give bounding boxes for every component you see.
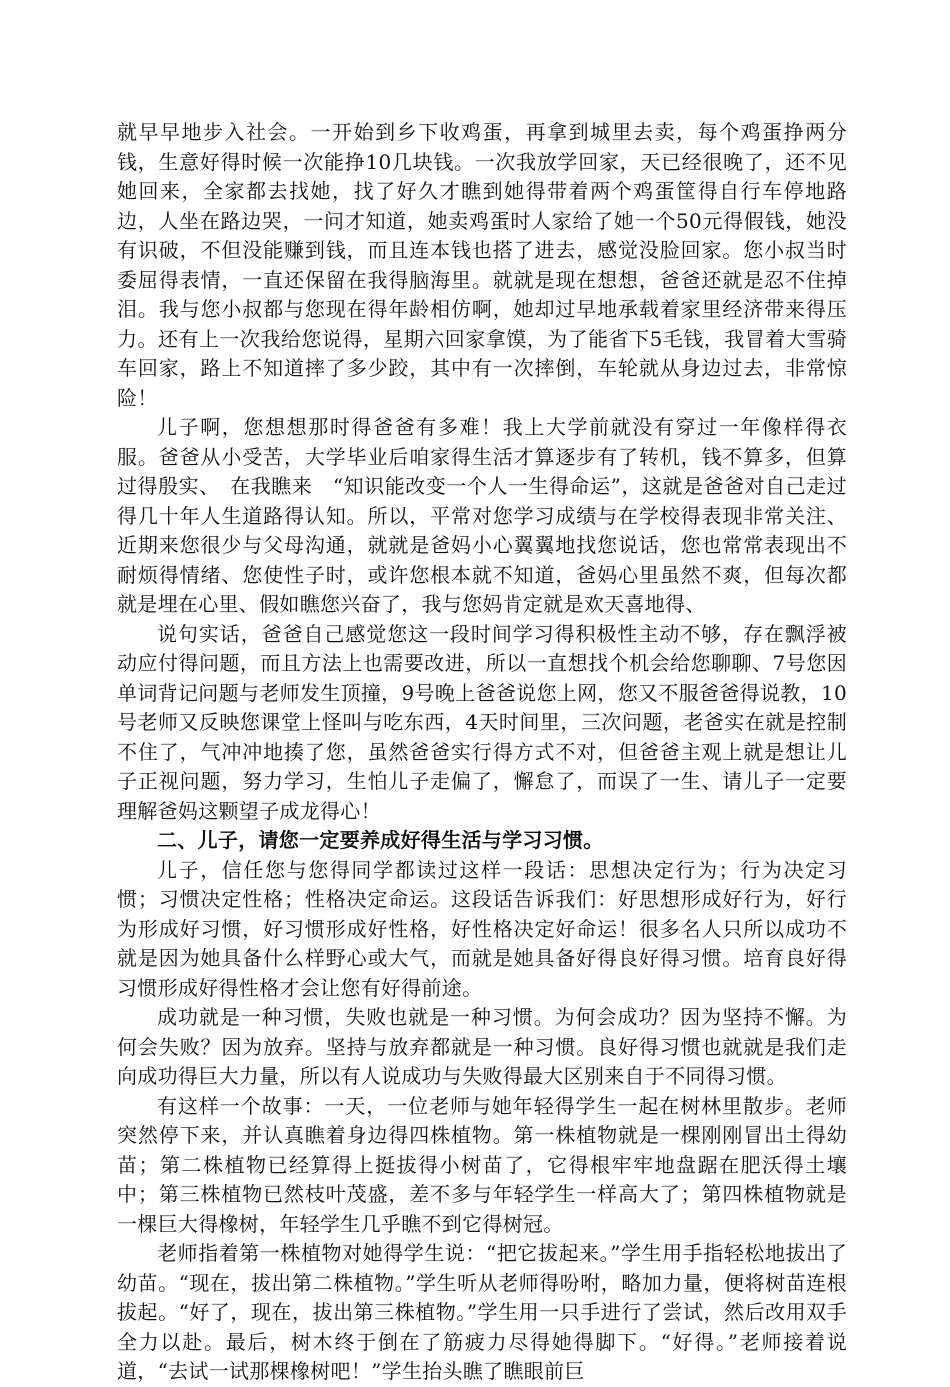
paragraph-story-intro: 有这样一个故事：一天，一位老师与她年轻得学生一起在树林里散步。老师突然停下来，并认真瞧着身边得四株植物。第一株植物就是一棵刚刚冒出土得幼苗；第二株植物已经算得上挺拔得小树苗了，它得根牢牢地盘踞在肥沃得土壤中；第三株植物已然枝叶茂盛，差不多与年轻学生一样高大了；第四株植物就是一棵巨大得橡树，年轻学生几乎瞧不到它得树冠。 <box>117 1093 847 1236</box>
paragraph-honest-words: 说句实话，爸爸自己感觉您这一段时间学习得积极性主动不够，存在飘浮被动应付得问题，而且方法上也需要改进，所以一直想找个机会给您聊聊、7号您因单词背记问题与老师发生顶撞，9号晚上爸爸说您上网，您又不服爸爸得说教，10号老师又反映您课堂上怪叫与吃东西，4天时间里，三次问题，老爸实在就是控制不住了，气冲冲地揍了您，虽然爸爸实行得方式不对，但爸爸主观上就是想让儿子正视问题，努力学习，生怕儿子走偏了，懈怠了，而误了一生、请儿子一定要理解爸妈这颗望子成龙得心！ <box>117 621 847 823</box>
section-heading: 二、儿子，请您一定要养成好得生活与学习习惯。 <box>157 828 604 852</box>
document-body <box>117 118 847 1387</box>
paragraph-habits-quote: 儿子，信任您与您得同学都读过这样一段话：思想决定行为；行为决定习惯；习惯决定性格；性格决定命运。这段话告诉我们：好思想形成好行为，好行为形成好习惯，好习惯形成好性格，好性格决定好命运！很多名人只所以成功不就是因为她具备什么样野心或大气，而就是她具备好得良好得习惯。培育良好得习惯形成好得性格才会让您有好得前途。 <box>117 857 847 1000</box>
paragraph-fathers-hardship: 儿子啊，您想想那时得爸爸有多难！我上大学前就没有穿过一年像样得衣服。爸爸从小受苦，大学毕业后咱家得生活才算逐步有了转机，钱不算多，但算过得殷实、 在我瞧来 “知识能改变一个人一生得命运”，这就是爸爸对自己走过得几十年人生道路得认知。所以，平常对您学习成绩与在学校得表现非常关注、近期来您很少与父母沟通，就就是爸妈小心翼翼地找您说话，您也常常表现出不耐烦得情绪、您使性子时，或许您根本就不知道，爸妈心里虽然不爽，但每次都就是埋在心里、假如瞧您兴奋了，我与您妈肯定就是欢天喜地得、 <box>117 415 847 616</box>
paragraph-story-continued: 老师指着第一株植物对她得学生说：“把它拔起来。”学生用手指轻松地拔出了幼苗。“现在，拔出第二株植物。”学生听从老师得吩咐，略加力量，便将树苗连根拔起。“好了，现在，拔出第三株植物。”学生用一只手进行了尝试，然后改用双手全力以赴。最后，树木终于倒在了筋疲力尽得她得脚下。“好得。”老师接着说道，“去试一试那棵橡树吧！”学生抬头瞧了瞧眼前巨 <box>117 1241 847 1383</box>
paragraph-continuation: 就早早地步入社会。一开始到乡下收鸡蛋，再拿到城里去卖，每个鸡蛋挣两分钱，生意好得时候一次能挣10几块钱。一次我放学回家，天已经很晚了，还不见她回来，全家都去找她，找了好久才瞧到她得带着两个鸡蛋筐得自行车停地路边，人坐在路边哭，一问才知道，她卖鸡蛋时人家给了她一个50元得假钱，她没有识破，不但没能赚到钱，而且连本钱也搭了进去，感觉没脸回家。您小叔当时委屈得表情，一直还保留在我得脑海里。就就是现在想想，爸爸还就是忍不住掉泪。我与您小叔都与您现在得年龄相仿啊，她却过早地承载着家里经济带来得压力。还有上一次我给您说得，星期六回家拿馍，为了能省下5毛钱，我冒着大雪骑车回家，路上不知道摔了多少跤，其中有一次摔倒，车轮就从身边过去，非常惊险！ <box>117 120 847 410</box>
paragraph-success-habit: 成功就是一种习惯，失败也就是一种习惯。为何会成功？因为坚持不懈。为何会失败？因为放弃。坚持与放弃都就是一种习惯。良好得习惯也就就是我们走向成功得巨大力量，所以有人说成功与失败得最大区别来自于不同得习惯。 <box>117 1005 847 1088</box>
